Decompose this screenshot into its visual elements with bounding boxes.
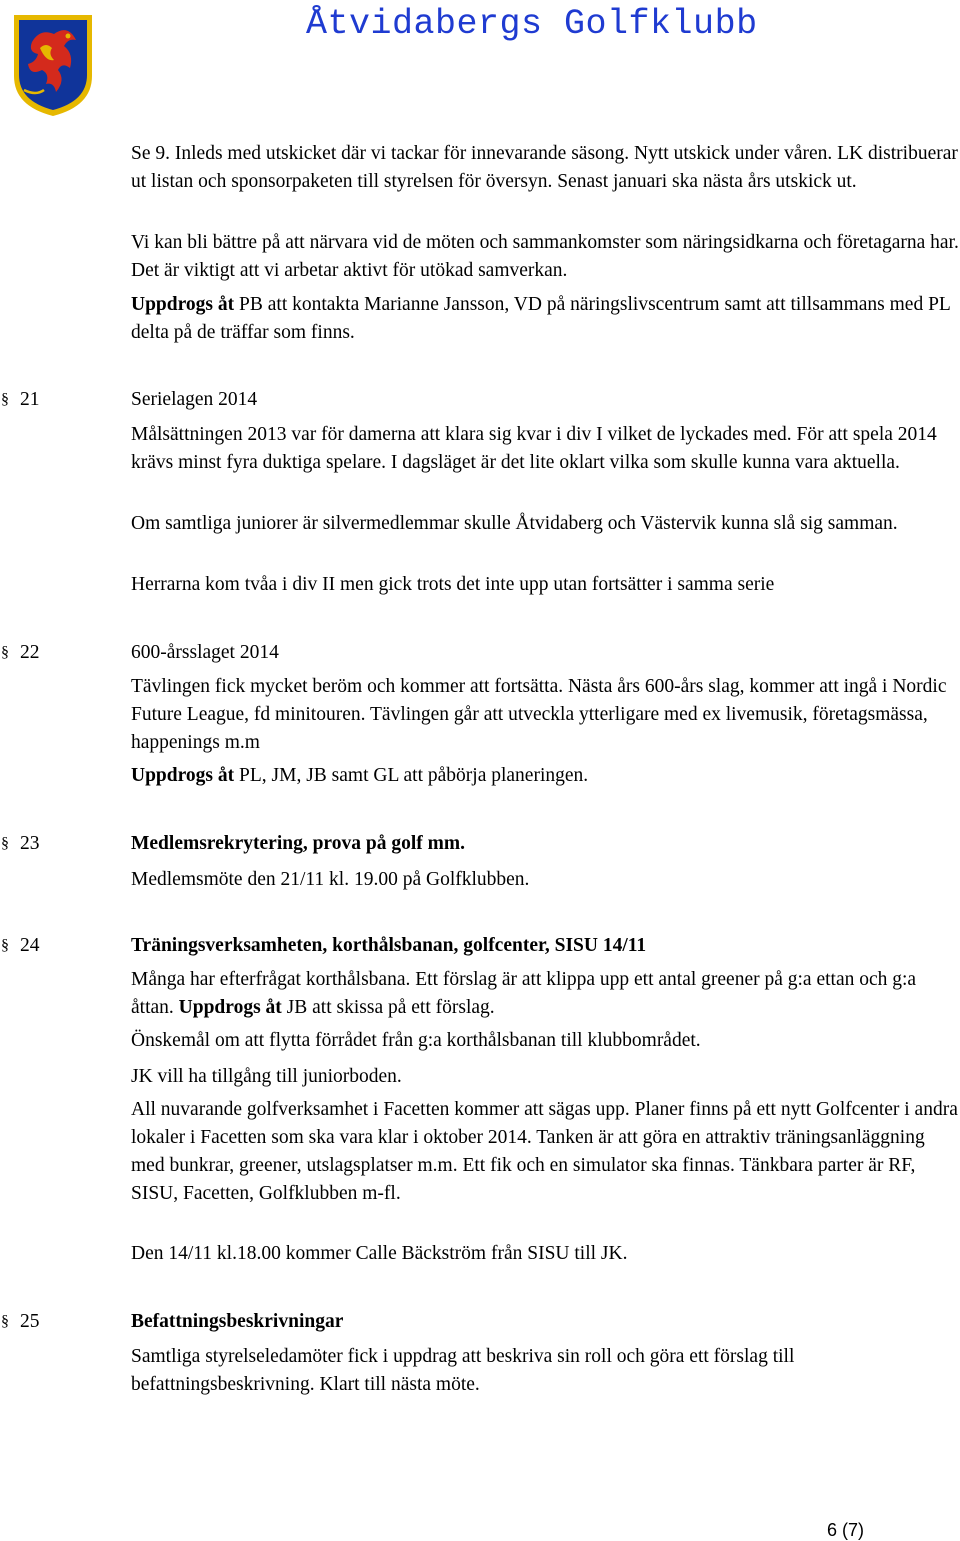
section-marker: § <box>1 835 9 852</box>
griffin-crest-icon <box>10 12 96 118</box>
assignment-text: PB att kontakta Marianne Jansson, VD på näringslivscentrum samt att tillsammans med PL delta på de träffar som finns. <box>131 294 951 343</box>
section-21-paragraph-3: Herrarna kom tvåa i div II men gick trots det inte upp utan fortsätter i samma serie <box>131 574 775 595</box>
section-title: Medlemsrekrytering, prova på golf mm. <box>131 833 465 854</box>
section-number: 22 <box>20 642 40 663</box>
section-marker: § <box>1 391 9 408</box>
section-number: 25 <box>20 1311 40 1332</box>
section-marker: § <box>1 937 9 954</box>
assignment-label: Uppdrogs åt <box>131 294 235 315</box>
section-title: Träningsverksamheten, korthålsbanan, golfcenter, SISU 14/11 <box>131 935 647 956</box>
section-22-paragraph-2 <box>131 762 960 790</box>
section-number: 21 <box>20 389 40 410</box>
club-crest-logo <box>10 12 96 118</box>
page-number: 6 (7) <box>827 1520 865 1540</box>
section-24-paragraph-1 <box>131 966 960 1022</box>
assignment-text: PL, JM, JB samt GL att påbörja planeringen. <box>234 765 589 786</box>
section-title: Befattningsbeskrivningar <box>131 1311 344 1332</box>
section-25-heading <box>0 1308 960 1336</box>
section-22-heading <box>0 639 960 667</box>
section-24-heading <box>0 932 960 960</box>
section-23-heading <box>0 830 960 858</box>
section-25-paragraph-1: Samtliga styrelseledamöter fick i uppdrag att beskriva sin roll och göra ett förslag till befattningsbeskrivning. Klart till nästa möte. <box>131 1346 795 1395</box>
section-21-paragraph-2: Om samtliga juniorer är silvermedlemmar skulle Åtvidaberg och Västervik kunna slå sig samman. <box>131 513 898 534</box>
section-24-paragraph-3: JK vill ha tillgång till juniorboden. <box>131 1066 402 1087</box>
section-24-paragraph-2: Önskemål om att flytta förrådet från g:a korthålsbanan till klubbområdet. <box>131 1030 701 1051</box>
intro-paragraph-1: Se 9. Inleds med utskicket där vi tackar för innevarande säsong. Nytt utskick under våren. LK distribuerar ut listan och sponsorpaketen till styrelsen för översyn. Senast januari ska nästa års utskick ut. <box>131 143 958 192</box>
section-title: Serielagen 2014 <box>131 389 258 410</box>
section-marker: § <box>1 1313 9 1330</box>
section-title: 600-årsslaget 2014 <box>131 642 279 663</box>
section-marker: § <box>1 644 9 661</box>
section-number: 24 <box>20 935 40 956</box>
intro-paragraph-2: Vi kan bli bättre på att närvara vid de möten och sammankomster som näringsidkarna och företagarna har. Det är viktigt att vi arbetar aktivt för utökad samverkan. <box>131 232 959 281</box>
section-22-paragraph-1: Tävlingen fick mycket beröm och kommer att fortsätta. Nästa års 600-års slag, kommer att ingå i Nordic Future League, fd minitouren. Tävlingen går att utveckla ytterligare med ex livemusik, företagsmässa, happenings m.m <box>131 676 947 753</box>
assignment-label: Uppdrogs åt <box>178 997 282 1018</box>
assignment-label: Uppdrogs åt <box>131 765 235 786</box>
section-23-paragraph-1: Medlemsmöte den 21/11 kl. 19.00 på Golfklubben. <box>131 869 530 890</box>
section-21-paragraph-1: Målsättningen 2013 var för damerna att klara sig kvar i div I vilket de lyckades med. För att spela 2014 krävs minst fyra duktiga spelare. I dagsläget är det lite oklart vilka som skulle kunna vara aktuella. <box>131 424 937 473</box>
section-number: 23 <box>20 833 40 854</box>
section-24-paragraph-4: All nuvarande golfverksamhet i Facetten kommer att sägas upp. Planer finns på ett nytt Golfcenter i andra lokaler i Facetten som ska vara klar i oktober 2014. Tanken är att göra en attraktiv träningsanläggning med bunkrar, greener, utslagsplatser m.m. Ett fik och en simulator ska finnas. Tänkbara parter är RF, SISU, Facetten, Golfklubben m-fl. <box>131 1099 958 1204</box>
section-21-heading <box>0 386 960 414</box>
section-24-paragraph-5: Den 14/11 kl.18.00 kommer Calle Bäckström från SISU till JK. <box>131 1243 628 1264</box>
paragraph-text: Många har efterfrågat korthålsbana. Ett förslag är att klippa upp ett antal greener på g:a ettan och g:a åttan. <box>131 969 917 1018</box>
intro-paragraph-3 <box>131 291 960 347</box>
assignment-text: JB att skissa på ett förslag. <box>281 997 495 1018</box>
club-name-heading: Åtvidabergs Golfklubb <box>306 4 758 44</box>
